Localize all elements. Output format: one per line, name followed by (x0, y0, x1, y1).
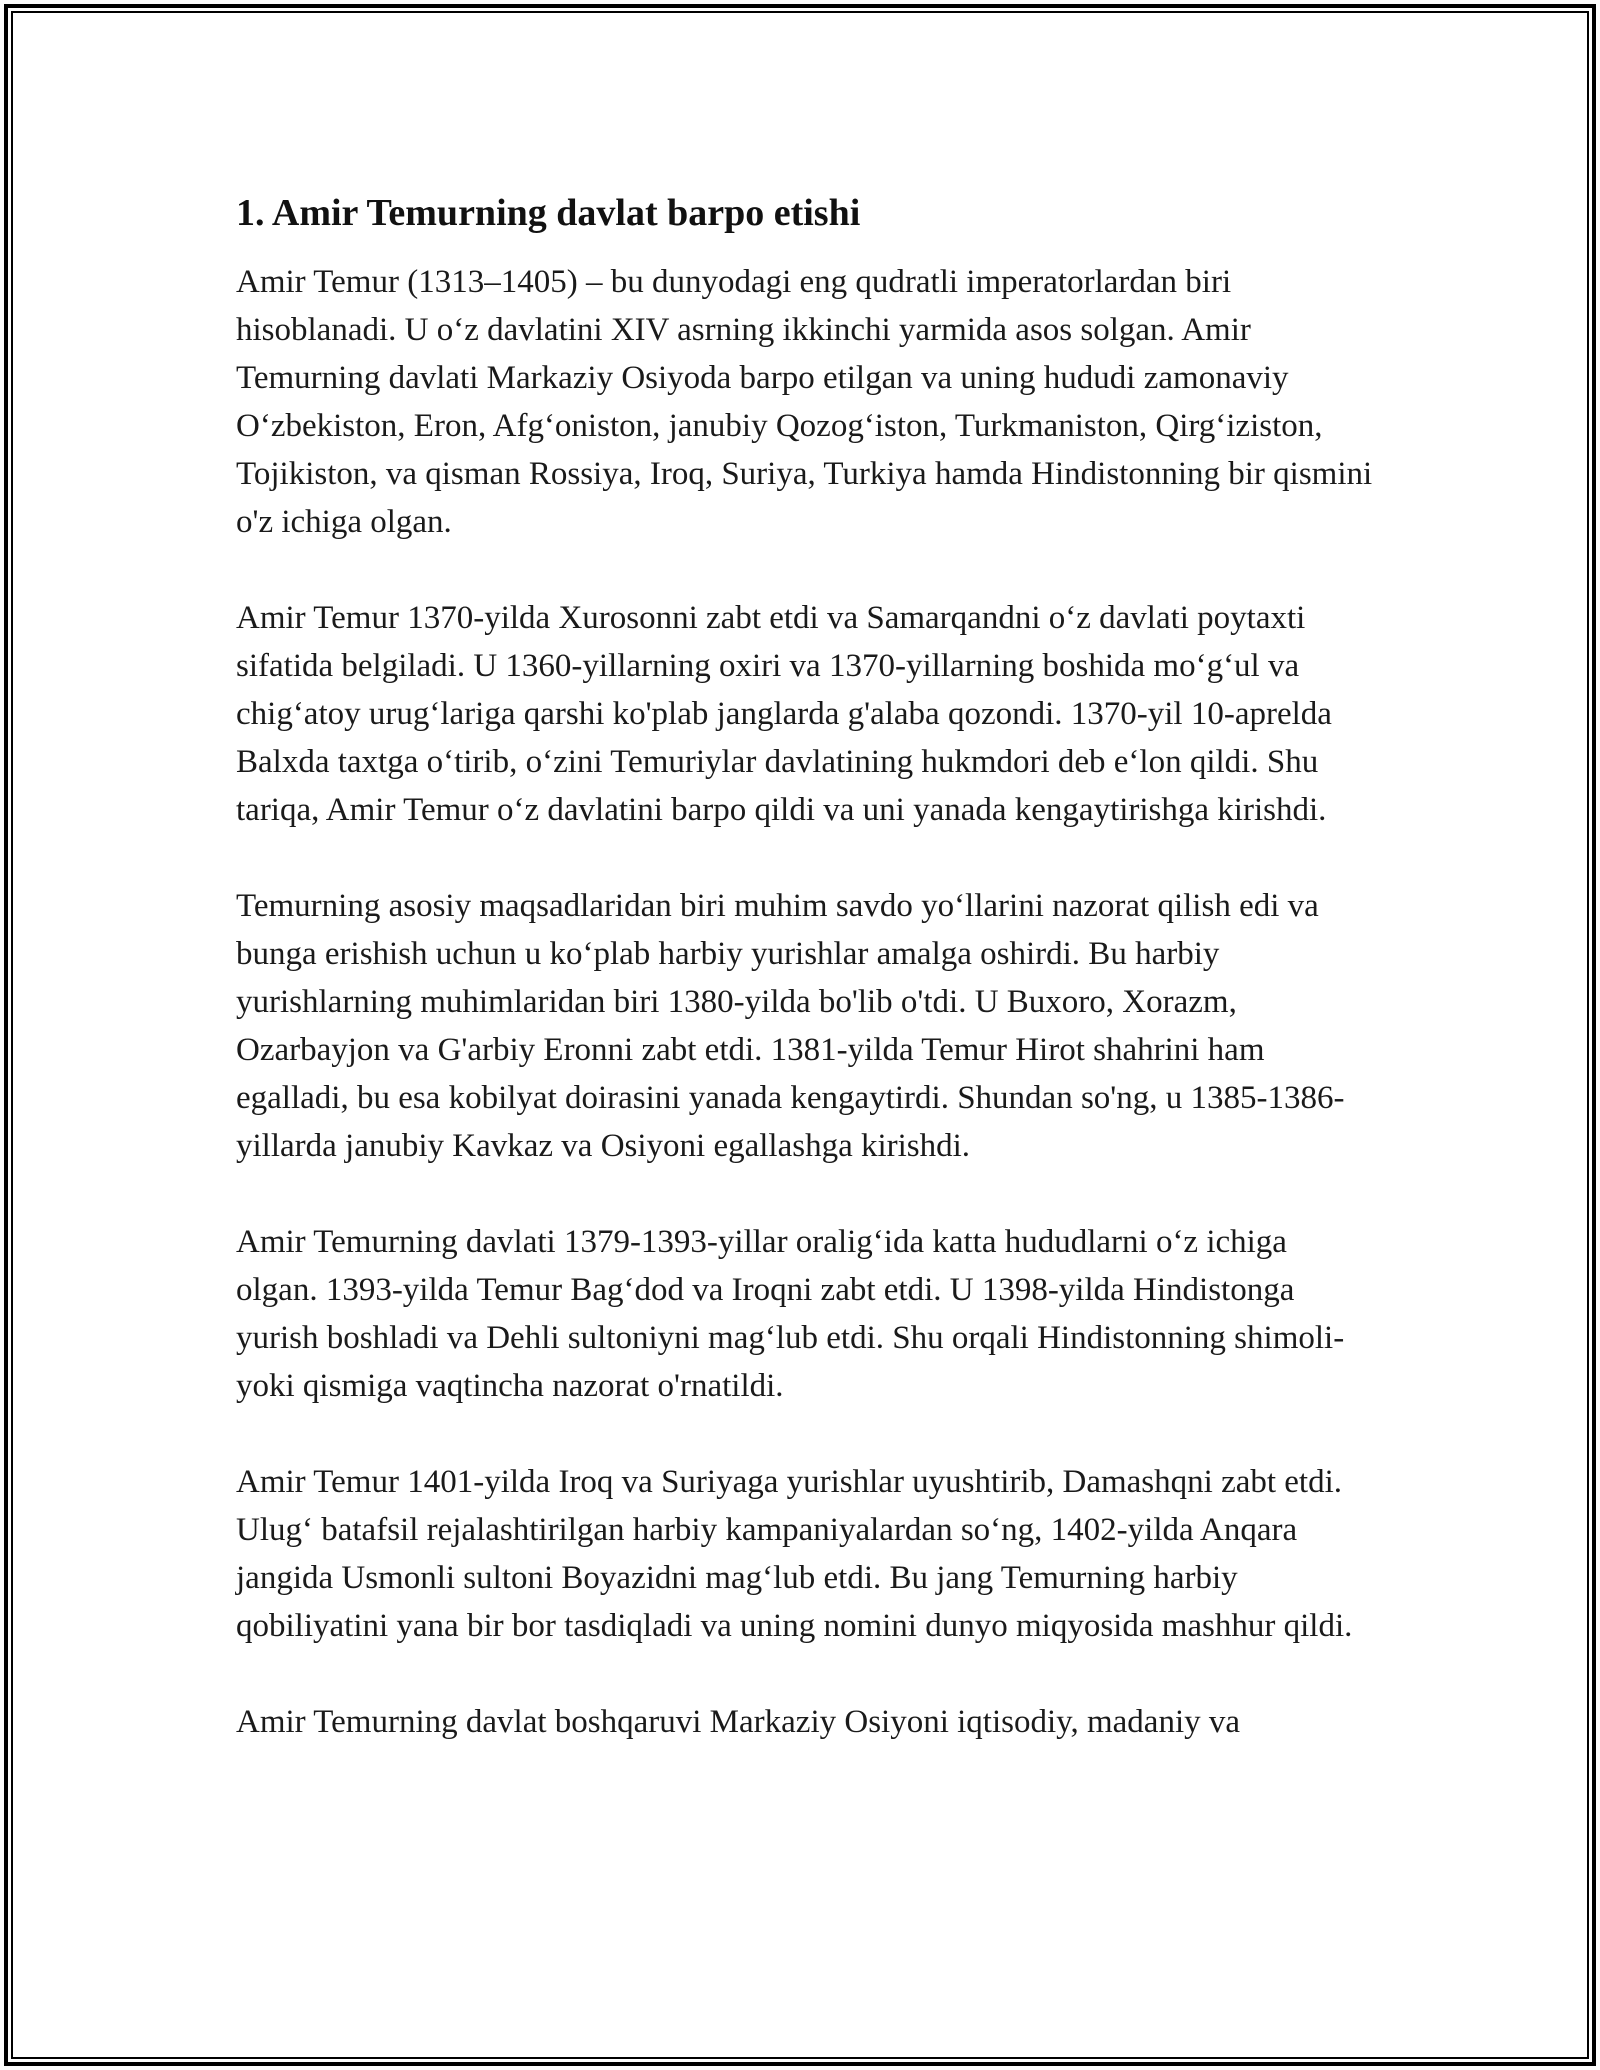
paragraph-2: Amir Temur 1370-yilda Xurosonni zabt etdi va Samarqandni o‘z davlati poytaxti sifatida belgiladi. U 1360-yillarning oxiri va 1370-yillarning boshida mo‘g‘ul va chig‘atoy urug‘lariga qarshi ko'plab janglarda g'alaba qozondi. 1370-yil 10-aprelda Balxda taxtga o‘tirib, o‘zini Temuriylar davlatining hukmdori deb e‘lon qildi. Shu tariqa, Amir Temur o‘z davlatini barpo qildi va uni yanada kengaytirishga kirishdi. (236, 600, 1332, 828)
section-heading: 1. Amir Temurning davlat barpo etishi (236, 192, 861, 234)
paragraph-3: Temurning asosiy maqsadlaridan biri muhim savdo yo‘llarini nazorat qilish edi va bunga erishish uchun u ko‘plab harbiy yurishlar amalga oshirdi. Bu harbiy yurishlarning muhimlaridan biri 1380-yilda bo'lib o'tdi. U Buxoro, Xorazm, Ozarbayjon va G'arbiy Eronni zabt etdi. 1381-yilda Temur Hirot shahrini ham egalladi, bu esa kobilyat doirasini yanada kengaytirdi. Shundan so'ng, u 1385-1386-yillarda janubiy Kavkaz va Osiyoni egallashga kirishdi. (236, 888, 1345, 1164)
document-body (236, 188, 1376, 1746)
paragraph-4: Amir Temurning davlati 1379-1393-yillar oralig‘ida katta hududlarni o‘z ichiga olgan. 1393-yilda Temur Bag‘dod va Iroqni zabt etdi. U 1398-yilda Hindistonga yurish boshladi va Dehli sultoniyni mag‘lub etdi. Shu orqali Hindistonning shimoli-yoki qismiga vaqtincha nazorat o'rnatildi. (236, 1224, 1345, 1404)
paragraph-5: Amir Temur 1401-yilda Iroq va Suriyaga yurishlar uyushtirib, Damashqni zabt etdi. Ulug‘ batafsil rejalashtirilgan harbiy kampaniyalardan so‘ng, 1402-yilda Anqara jangida Usmonli sultoni Boyazidni mag‘lub etdi. Bu jang Temurning harbiy qobiliyatini yana bir bor tasdiqladi va uning nomini dunyo miqyosida mashhur qildi. (236, 1464, 1353, 1644)
paragraph-6: Amir Temurning davlat boshqaruvi Markaziy Osiyoni iqtisodiy, madaniy va (236, 1704, 1241, 1740)
paragraph-1: Amir Temur (1313–1405) – bu dunyodagi eng qudratli imperatorlardan biri hisoblanadi. U o‘z davlatini XIV asrning ikkinchi yarmida asos solgan. Amir Temurning davlati Markaziy Osiyoda barpo etilgan va uning hududi zamonaviy O‘zbekiston, Eron, Afg‘oniston, janubiy Qozog‘iston, Turkmaniston, Qirg‘iziston, Tojikiston, va qisman Rossiya, Iroq, Suriya, Turkiya hamda Hindistonning bir qismini o'z ichiga olgan. (236, 264, 1373, 540)
